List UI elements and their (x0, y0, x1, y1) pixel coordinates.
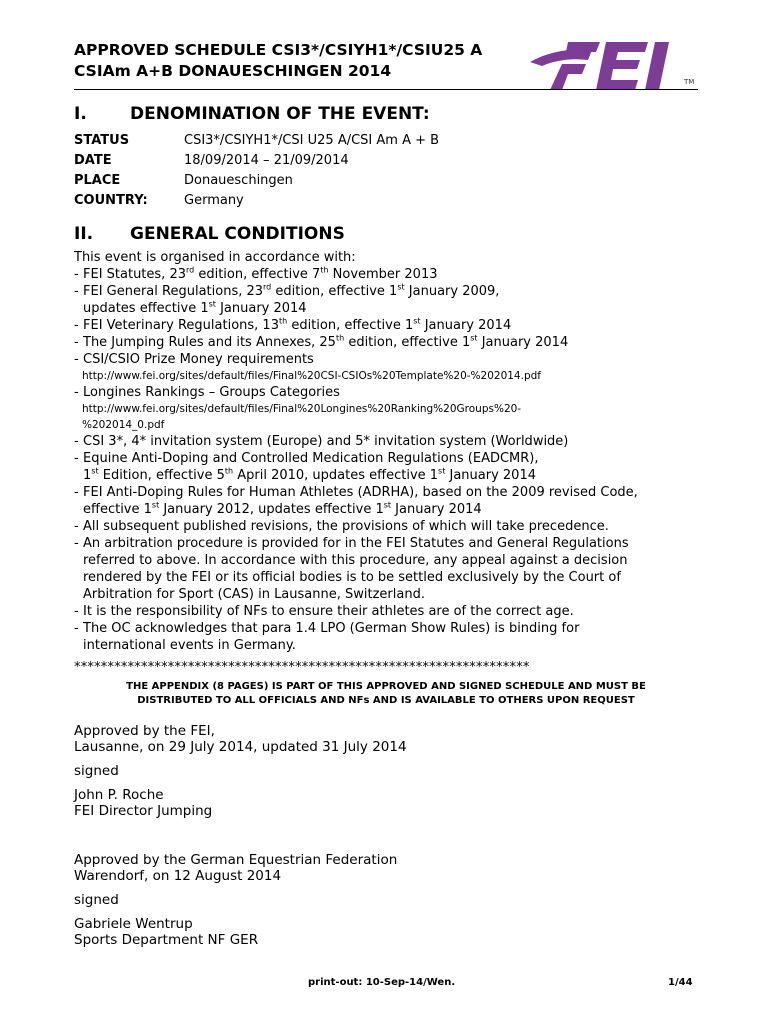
signatory-role: Sports Department NF GER (74, 932, 259, 948)
list-item: - CSI/CSIO Prize Money requirements (74, 351, 698, 368)
section-2-number: II. (74, 224, 94, 244)
nf-signatory (74, 916, 258, 948)
fei-logo (528, 36, 700, 92)
info-label: PLACE (74, 173, 121, 188)
approval-date: Warendorf, on 12 August 2014 (74, 868, 282, 884)
approval-line: Approved by the FEI, (74, 723, 215, 739)
list-item: - FEI Veterinary Regulations, 13th edition, effective 1st January 2014 (74, 317, 698, 334)
approval-date: Lausanne, on 29 July 2014, updated 31 July 2014 (74, 739, 407, 755)
section-1-heading (74, 104, 430, 124)
separator-stars: ******************************************************************** (74, 660, 530, 675)
list-item: - FEI Statutes, 23rd edition, effective 7th November 2013 (74, 266, 698, 283)
fei-signed: signed (74, 763, 119, 779)
list-item: - The Jumping Rules and its Annexes, 25th edition, effective 1st January 2014 (74, 334, 698, 351)
info-value: Donaueschingen (184, 173, 293, 188)
printout-info: print-out: 10-Sep-14/Wen. (308, 977, 456, 988)
header-rule (74, 89, 698, 90)
general-conditions-body (74, 249, 698, 654)
section-1-title: DENOMINATION OF THE EVENT: (130, 104, 430, 124)
list-item: - All subsequent published revisions, the provisions of which will take precedence. (74, 518, 698, 535)
info-value: CSI3*/CSIYH1*/CSI U25 A/CSI Am A + B (184, 133, 440, 148)
fei-approval (74, 723, 407, 755)
list-item: - FEI General Regulations, 23rd edition, effective 1st January 2009, updates effective 1st January 2014 (74, 283, 698, 317)
section-1-number: I. (74, 104, 87, 124)
list-item: - Longines Rankings – Groups Categories (74, 384, 698, 401)
signatory-role: FEI Director Jumping (74, 803, 213, 819)
signatory-name: John P. Roche (74, 787, 164, 803)
info-label: COUNTRY: (74, 193, 148, 208)
info-label: STATUS (74, 133, 130, 148)
info-row-country (74, 191, 439, 211)
list-item: - An arbitration procedure is provided for in the FEI Statutes and General Regulations referred to above. In accordance with this procedure, any appeal against a decision rendered by the FEI or its official bodies is to be settled exclusively by the Court of Arbitration for Sport (CAS) in Lausanne, Switzerland. (74, 535, 698, 603)
info-row-status (74, 131, 439, 151)
signatory-name: Gabriele Wentrup (74, 916, 193, 932)
page-number: 1/44 (668, 977, 693, 988)
info-label: DATE (74, 153, 112, 168)
document-title (74, 40, 482, 82)
fei-signatory (74, 787, 212, 819)
nf-signed: signed (74, 892, 119, 908)
list-item: - FEI Anti-Doping Rules for Human Athletes (ADRHA), based on the 2009 revised Code, effective 1st January 2012, updates effective 1st January 2014 (74, 484, 698, 518)
rankings-link[interactable]: http://www.fei.org/sites/default/files/Final%20Longines%20Ranking%20Groups%20- %202014_0.pdf (82, 403, 522, 431)
info-row-date (74, 151, 439, 171)
list-item: - CSI 3*, 4* invitation system (Europe) and 5* invitation system (Worldwide) (74, 433, 698, 450)
approval-line: Approved by the German Equestrian Federation (74, 852, 398, 868)
info-value: Germany (184, 193, 244, 208)
list-item: - Equine Anti-Doping and Controlled Medication Regulations (EADCMR), 1st Edition, effective 5th April 2010, updates effective 1st January 2014 (74, 450, 698, 484)
section-2-heading (74, 224, 345, 244)
title-line-1: APPROVED SCHEDULE CSI3*/CSIYH1*/CSIU25 A (74, 41, 483, 59)
prize-money-link[interactable]: http://www.fei.org/sites/default/files/Final%20CSI-CSIOs%20Template%20-%202014.pdf (82, 370, 541, 382)
title-line-2: CSIAm A+B DONAUESCHINGEN 2014 (74, 62, 392, 80)
appendix-notice: THE APPENDIX (8 PAGES) IS PART OF THIS APPROVED AND SIGNED SCHEDULE AND MUST BE DISTRIBUTED TO ALL OFFICIALS AND NFs AND IS AVAILABLE TO OTHERS UPON REQUEST (126, 681, 646, 706)
list-item: - It is the responsibility of NFs to ensure their athletes are of the correct age. (74, 603, 698, 620)
info-row-place (74, 171, 439, 191)
section-2-title: GENERAL CONDITIONS (130, 224, 345, 244)
intro-text: This event is organised in accordance with: (74, 250, 356, 265)
info-value: 18/09/2014 – 21/09/2014 (184, 153, 349, 168)
logo-tm: TM (684, 78, 695, 86)
event-info-table (74, 131, 439, 211)
nf-approval (74, 852, 397, 884)
list-item: - The OC acknowledges that para 1.4 LPO (German Show Rules) is binding for international events in Germany. (74, 620, 698, 654)
